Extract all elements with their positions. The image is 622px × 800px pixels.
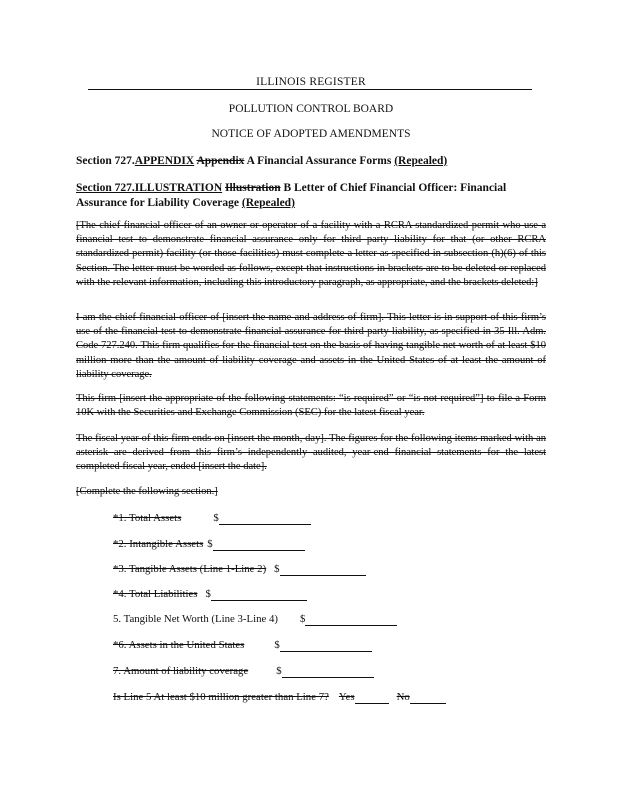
section-title-text: A Financial Assurance Forms <box>244 155 395 167</box>
section-prefix: Section 727. <box>76 155 135 167</box>
line-item-us-assets <box>113 638 372 652</box>
no-blank <box>410 692 446 704</box>
yes-blank <box>355 692 389 704</box>
section-appendix-a-heading <box>76 154 546 169</box>
line-item-tangible-net-worth <box>113 612 397 626</box>
form-10k-paragraph: This firm [insert the appropriate of the following statements: “is required” or “is not required”] to file a Form 10K with the Securities and Exchange Commission (SEC) for the latest fiscal year. <box>76 393 546 419</box>
repealed-text: (Repealed) <box>394 155 448 167</box>
dollar-sign: $ <box>205 588 211 600</box>
header-rule <box>88 89 532 90</box>
line-item-liability-coverage <box>113 664 374 678</box>
inserted-text: APPENDIX <box>134 155 195 167</box>
blank-field <box>282 666 374 678</box>
dollar-sign: $ <box>207 538 213 550</box>
item-label: Is Line 5 At least $10 million greater than Line 7? <box>113 691 329 703</box>
item-label: *6. Assets in the United States <box>113 639 245 651</box>
no-label: No <box>396 691 410 703</box>
section-prefix: Section 727. <box>76 182 135 194</box>
intro-paragraph: [The chief financial officer of an owner or operator of a facility with a RCRA standardized permit who use a financial test to demonstrate financial assurance only for third party liability for that (or other RCRA standardized permit) facility (or those facilities) must complete a letter as specified in subsection (h)(6) of this Section. The letter must be worded as follows, except that instructions in brackets are to be deleted or replaced with the relevant information, including this introductory paragraph, as appropriate, and the brackets deleted:] <box>76 220 546 288</box>
notice-title: NOTICE OF ADOPTED AMENDMENTS <box>211 128 411 140</box>
fiscal-year-paragraph: The fiscal year of this firm ends on [insert the month, day]. The figures for the following items marked with an asterisk are derived from this firm’s independently audited, year-end financial statements for the latest completed fiscal year, ended [insert the date]. <box>76 433 546 473</box>
line-item-total-assets <box>113 511 311 525</box>
line-item-total-liabilities <box>113 587 307 601</box>
blank-field <box>213 539 305 551</box>
blank-field <box>305 614 397 626</box>
dollar-sign: $ <box>274 563 280 575</box>
dollar-sign: $ <box>274 639 280 651</box>
dollar-sign: $ <box>299 613 306 625</box>
board-title: POLLUTION CONTROL BOARD <box>228 103 394 115</box>
yes-label: Yes <box>338 691 355 703</box>
register-title: ILLINOIS REGISTER <box>256 76 366 88</box>
line-item-net-worth-test <box>113 690 446 704</box>
blank-field <box>280 640 372 652</box>
dollar-sign: $ <box>276 665 282 677</box>
section-title-text: B Letter of Chief Financial Officer: Financial Assurance for Liability Coverage <box>76 182 507 209</box>
deleted-text: Illustration <box>225 182 281 194</box>
line-item-intangible-assets <box>113 537 305 551</box>
complete-section-instruction: [Complete the following section.] <box>76 486 218 497</box>
cfo-statement-paragraph: I am the chief financial officer of [insert the name and address of firm]. This letter is in support of this firm’s use of the financial test to demonstrate financial assurance for third party liability, as specified in 35 Ill. Adm. Code 727.240. This firm qualifies for the financial test on the basis of having tangible net worth of at least $10 million more than the amount of liability coverage and assets in the United States of at least the amount of liability coverage. <box>76 312 546 380</box>
blank-field <box>211 589 307 601</box>
item-label: 7. Amount of liability coverage <box>113 665 249 677</box>
deleted-text: Appendix <box>196 155 245 167</box>
blank-field <box>219 513 311 525</box>
item-label: *1. Total Assets <box>113 512 182 524</box>
section-illustration-b-heading <box>76 181 546 211</box>
item-label: *2. Intangible Assets <box>113 538 204 550</box>
inserted-text: ILLUSTRATION <box>134 182 223 194</box>
line-item-tangible-assets <box>113 562 366 576</box>
item-label: 5. Tangible Net Worth (Line 3-Line 4) <box>113 613 278 625</box>
item-label: *3. Tangible Assets (Line 1-Line 2) <box>113 563 267 575</box>
blank-field <box>280 564 366 576</box>
item-label: *4. Total Liabilities <box>113 588 198 600</box>
repealed-text: (Repealed) <box>241 197 295 209</box>
dollar-sign: $ <box>213 512 219 524</box>
